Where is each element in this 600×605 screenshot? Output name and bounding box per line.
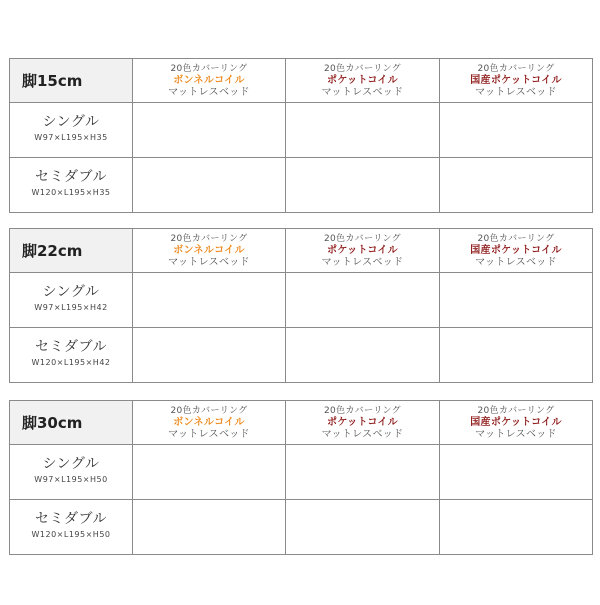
bed-type-label: マットレスベッド	[321, 86, 404, 98]
size-name: シングル	[42, 284, 100, 300]
size-dimensions: W120×L195×H35	[31, 188, 111, 197]
size-label-cell	[10, 328, 133, 383]
bed-type-label: マットレスベッド	[475, 428, 557, 440]
leg-height-label: 脚22cm	[10, 229, 133, 273]
coil-label-pocket: ポケットコイル	[327, 416, 398, 428]
product-cell	[286, 103, 440, 158]
coil-label-bonnell: ボンネルコイル	[173, 244, 245, 256]
size-table-leg-22	[9, 228, 593, 383]
column-header-bonnell	[133, 59, 286, 103]
cover-label: 20色カバーリング	[477, 63, 555, 74]
table-row	[10, 158, 593, 213]
product-cell	[440, 328, 593, 383]
size-name: セミダブル	[35, 339, 107, 355]
cover-label: 20色カバーリング	[324, 63, 401, 74]
bed-type-label: マットレスベッド	[475, 86, 557, 98]
size-table-leg-30	[9, 400, 593, 555]
cover-label: 20色カバーリング	[170, 405, 248, 416]
size-dimensions: W97×L195×H50	[34, 475, 108, 484]
size-table-leg-15	[9, 58, 593, 213]
coil-label-domestic-pocket: 国産ポケットコイル	[470, 416, 562, 428]
product-cell	[286, 328, 440, 383]
size-name: シングル	[42, 114, 100, 130]
product-cell	[133, 500, 286, 555]
cover-label: 20色カバーリング	[324, 233, 401, 244]
cover-label: 20色カバーリング	[170, 233, 248, 244]
bed-type-label: マットレスベッド	[168, 256, 250, 268]
product-cell	[286, 445, 440, 500]
size-name: セミダブル	[35, 511, 107, 527]
size-label-cell	[10, 103, 133, 158]
product-cell	[286, 273, 440, 328]
table-header-row	[10, 229, 593, 273]
coil-label-bonnell: ボンネルコイル	[173, 416, 245, 428]
leg-height-label: 脚15cm	[10, 59, 133, 103]
product-cell	[286, 500, 440, 555]
size-dimensions: W97×L195×H35	[34, 133, 108, 142]
size-dimensions: W97×L195×H42	[34, 303, 108, 312]
product-cell	[440, 103, 593, 158]
coil-label-pocket: ポケットコイル	[327, 74, 398, 86]
leg-height-label: 脚30cm	[10, 401, 133, 445]
bed-type-label: マットレスベッド	[168, 428, 250, 440]
column-header-domestic-pocket	[440, 59, 593, 103]
column-header-bonnell	[133, 401, 286, 445]
size-name: シングル	[42, 456, 100, 472]
coil-label-domestic-pocket: 国産ポケットコイル	[470, 74, 562, 86]
size-label-cell	[10, 500, 133, 555]
size-label-cell	[10, 273, 133, 328]
cover-label: 20色カバーリング	[170, 63, 248, 74]
bed-type-label: マットレスベッド	[475, 256, 557, 268]
product-cell	[440, 445, 593, 500]
table-header-row	[10, 401, 593, 445]
column-header-bonnell	[133, 229, 286, 273]
size-name: セミダブル	[35, 169, 107, 185]
product-cell	[440, 273, 593, 328]
product-cell	[133, 445, 286, 500]
bed-type-label: マットレスベッド	[168, 86, 250, 98]
size-label-cell	[10, 158, 133, 213]
bed-type-label: マットレスベッド	[321, 428, 404, 440]
product-cell	[133, 273, 286, 328]
column-header-domestic-pocket	[440, 229, 593, 273]
table-row	[10, 273, 593, 328]
column-header-pocket	[286, 401, 440, 445]
table-row	[10, 500, 593, 555]
product-cell	[440, 158, 593, 213]
column-header-pocket	[286, 59, 440, 103]
size-label-cell	[10, 445, 133, 500]
product-cell	[133, 158, 286, 213]
coil-label-bonnell: ボンネルコイル	[173, 74, 245, 86]
column-header-pocket	[286, 229, 440, 273]
table-row	[10, 328, 593, 383]
product-cell	[133, 103, 286, 158]
size-dimensions: W120×L195×H42	[31, 358, 111, 367]
bed-type-label: マットレスベッド	[321, 256, 404, 268]
cover-label: 20色カバーリング	[477, 405, 555, 416]
product-cell	[133, 328, 286, 383]
table-header-row	[10, 59, 593, 103]
product-cell	[286, 158, 440, 213]
table-row	[10, 103, 593, 158]
coil-label-pocket: ポケットコイル	[327, 244, 398, 256]
size-dimensions: W120×L195×H50	[31, 530, 111, 539]
product-cell	[440, 500, 593, 555]
cover-label: 20色カバーリング	[477, 233, 555, 244]
column-header-domestic-pocket	[440, 401, 593, 445]
coil-label-domestic-pocket: 国産ポケットコイル	[470, 244, 562, 256]
table-row	[10, 445, 593, 500]
cover-label: 20色カバーリング	[324, 405, 401, 416]
